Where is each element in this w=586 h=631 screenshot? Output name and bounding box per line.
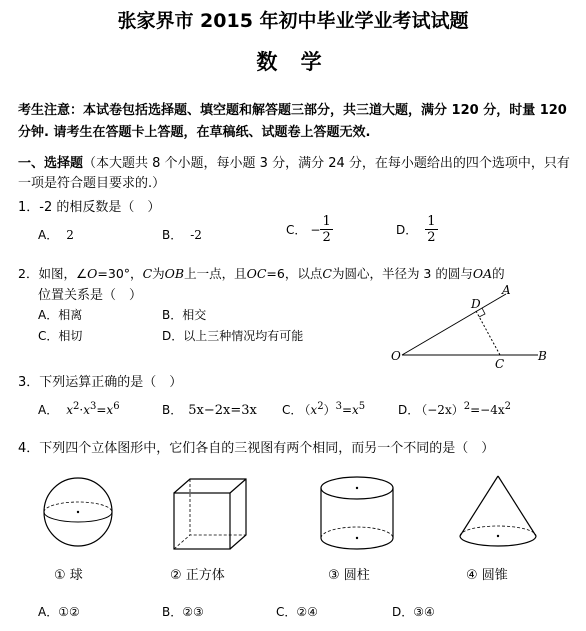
label-o: O — [391, 349, 401, 363]
q2-stem-line2: 位置关系是（ ） — [38, 288, 143, 303]
exam-notice: 考生注意：本试卷包括选择题、填空题和解答题三部分，共三道大题，满分 120 分，时量 120 分钟. 请考生在答题卡上答题，在草稿纸、试题卷上答题无效. — [18, 103, 567, 140]
q2-var-c: C — [142, 266, 153, 281]
q2-var-oa: OA — [472, 266, 493, 281]
q4-option-d: D．③④ — [392, 605, 435, 619]
q1-option-a-value: 2 — [66, 228, 74, 242]
q2-option-b: B．相交 — [162, 308, 207, 322]
q2-text-1: 2．如图，∠ — [18, 266, 88, 281]
q3-a-x1: x — [66, 403, 73, 417]
shape-label-cube: ② 正方体 — [170, 568, 225, 583]
cone-figure — [456, 472, 540, 554]
q3-c-eq: = — [341, 403, 353, 417]
q3-option-b-letter: B． — [162, 403, 183, 417]
q2-text-6: 为圆心，半径为 3 的圆与 — [331, 266, 473, 281]
q3-a-exp2: 3 — [89, 401, 97, 412]
q3-c-x1: x — [310, 403, 318, 417]
cube-figure — [170, 477, 250, 555]
q1-option-b-letter: B． — [162, 228, 183, 242]
q3-option-a-letter: A． — [38, 403, 59, 417]
label-d: D — [471, 297, 481, 311]
q2-option-a: A．相离 — [38, 308, 83, 322]
q3-c-exp2: 3 — [335, 401, 342, 412]
q4-stem: 4．下列四个立体图形中，它们各自的三视图有两个相同，而另一个不同的是（ ） — [18, 441, 495, 456]
q1-stem: 1．-2 的相反数是（ ） — [18, 200, 161, 215]
q3-d-base: （−2x） — [421, 403, 464, 417]
q3-option-b-expr: 5x−2x=3x — [188, 403, 257, 418]
q3-a-dot: · — [79, 403, 84, 417]
q4-option-b: B．②③ — [162, 605, 204, 619]
q1-option-a — [38, 226, 74, 243]
q3-c-x2: x — [352, 403, 359, 417]
q1-option-a-letter: A． — [38, 228, 59, 242]
q4-option-c: C．②④ — [276, 605, 318, 619]
q2-text-4: 上一点，且 — [184, 266, 247, 281]
q2-stem-line1 — [18, 264, 505, 282]
shape-label-cylinder: ③ 圆柱 — [328, 568, 370, 583]
q1-option-d — [396, 214, 438, 245]
q3-option-c-letter: C． — [282, 403, 303, 417]
q3-a-eq: = — [96, 403, 107, 417]
q3-c-close: ） — [323, 403, 336, 417]
label-a: A — [502, 283, 511, 297]
q1-option-c-denominator: 2 — [322, 230, 331, 245]
q1-option-d-letter: D． — [396, 223, 418, 237]
exam-subject: 数 学 — [256, 50, 330, 74]
q3-option-c — [282, 401, 365, 418]
q2-option-d: D．以上三种情况均有可能 — [162, 329, 304, 343]
label-c: C — [495, 357, 505, 370]
q3-a-exp1: 2 — [73, 401, 80, 412]
q2-text-7: 的 — [492, 266, 505, 281]
q1-option-b-value: -2 — [190, 228, 202, 242]
q1-option-d-numerator: 1 — [427, 214, 436, 229]
q2-text-3: 为 — [152, 266, 165, 281]
q3-d-exp1: 2 — [463, 401, 471, 412]
sphere-figure — [40, 474, 116, 550]
q2-option-c: C．相切 — [38, 329, 83, 343]
q3-option-b — [162, 401, 257, 418]
ray-oa — [402, 294, 506, 355]
q3-option-d-letter: D． — [398, 403, 420, 417]
q2-var-c2: C — [322, 266, 332, 281]
q3-a-x3: x — [106, 403, 114, 417]
q1-option-d-fraction — [425, 214, 437, 245]
q1-option-b — [162, 226, 202, 243]
q2-var-oc: OC — [246, 266, 267, 281]
q3-c-open: （ — [304, 403, 311, 417]
q2-figure — [388, 282, 564, 370]
label-b: B — [538, 349, 547, 363]
q3-c-exp3: 5 — [358, 401, 366, 412]
q2-var-o: O — [87, 266, 98, 281]
q3-c-exp1: 2 — [317, 401, 324, 412]
q2-text-5: =6，以点 — [266, 266, 323, 281]
q1-option-c — [286, 214, 333, 245]
q3-d-exp2: 2 — [504, 401, 511, 412]
perpendicular-cd — [476, 311, 500, 355]
q3-stem: 3．下列运算正确的是（ ） — [18, 375, 183, 390]
q3-a-x2: x — [83, 403, 90, 417]
q3-option-a — [38, 401, 120, 418]
section-description: （本大题共 8 个小题，每小题 3 分，满分 24 分，在每小题给出的四个选项中，只有一项是符合题目要求的.） — [18, 156, 570, 191]
q1-option-d-denominator: 2 — [427, 230, 436, 245]
exam-title: 张家界市 2015 年初中毕业学业考试试题 — [117, 10, 469, 32]
q1-option-c-numerator: 1 — [322, 214, 331, 229]
q2-text-2: =30°， — [97, 266, 143, 281]
q3-option-d — [398, 401, 511, 418]
q1-option-c-letter: C． — [286, 223, 307, 237]
cylinder-figure — [316, 474, 398, 554]
q4-option-a: A．①② — [38, 605, 80, 619]
q3-d-rhs: =−4x — [470, 403, 505, 417]
section-heading: 一、选择题 — [18, 156, 84, 171]
q3-a-exp3: 6 — [113, 401, 120, 412]
shape-label-sphere: ① 球 — [54, 568, 83, 583]
shape-label-cone: ④ 圆锥 — [466, 568, 508, 583]
section-intro — [18, 154, 578, 194]
q2-var-ob: OB — [164, 266, 185, 281]
q1-option-c-sign: − — [310, 222, 321, 237]
q1-option-c-fraction — [320, 214, 332, 245]
